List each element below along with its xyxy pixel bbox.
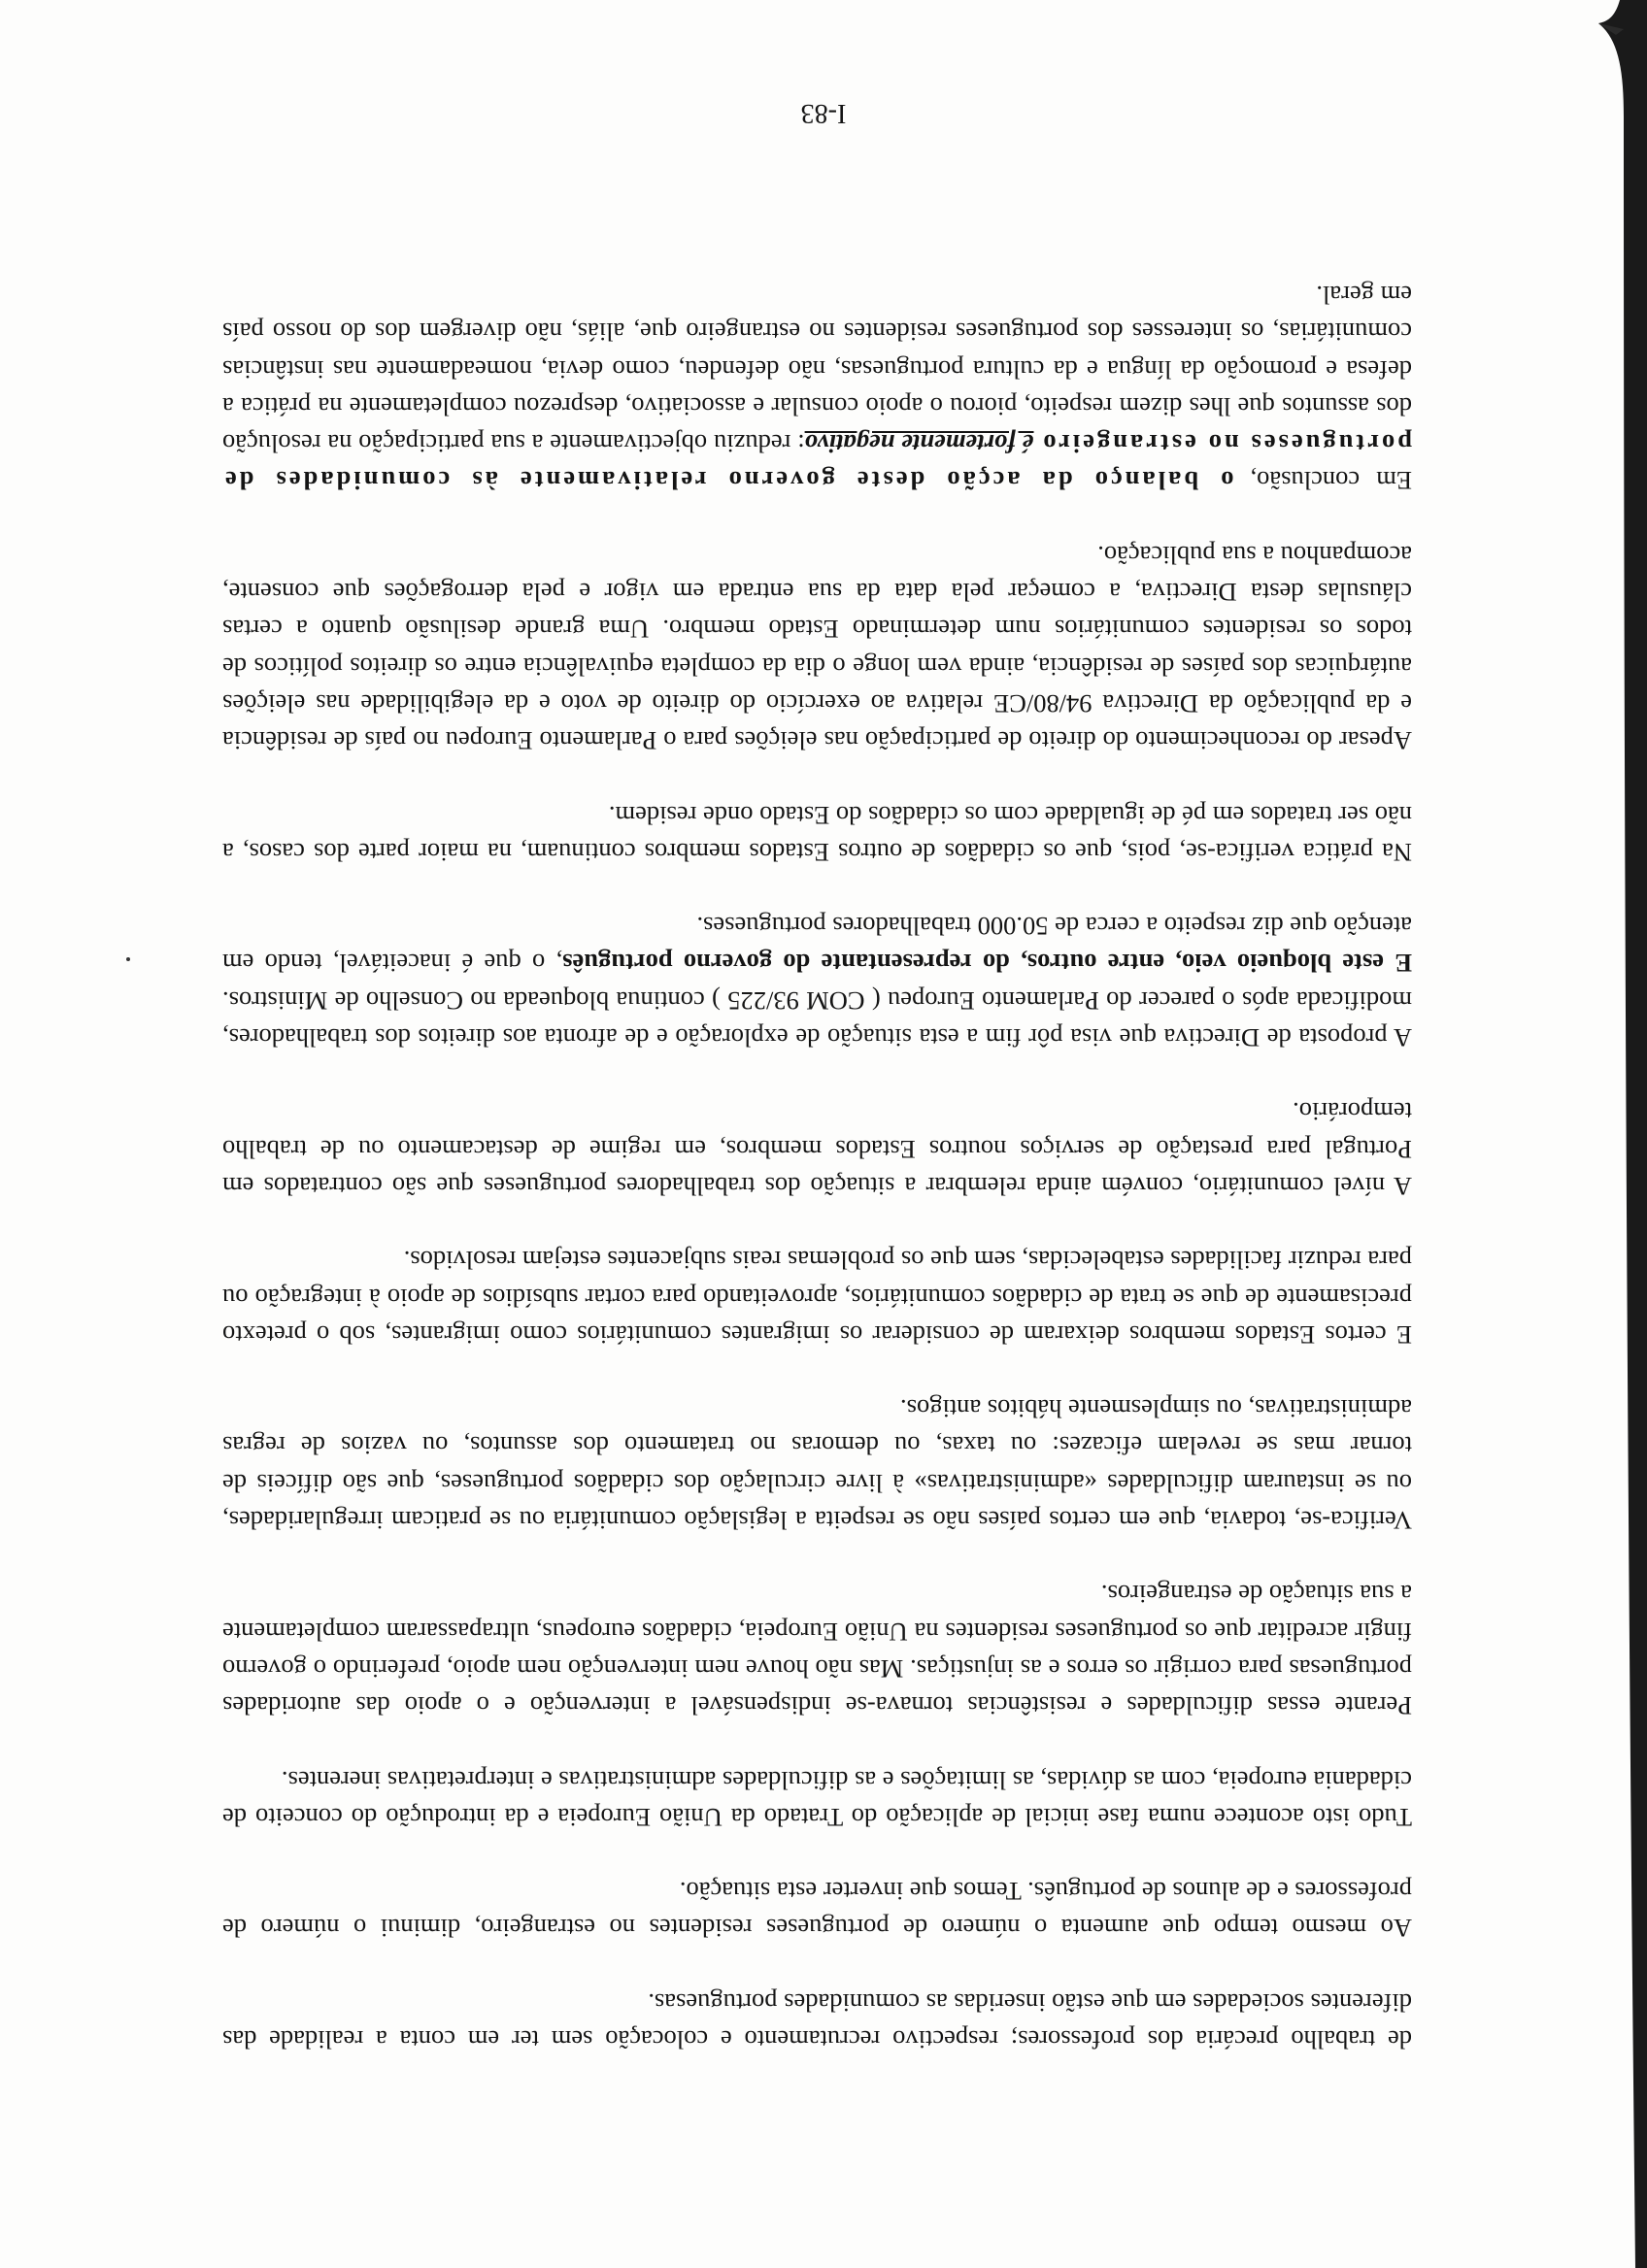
para-destacamento <box>222 1093 1412 1205</box>
body-text <box>222 240 1412 2058</box>
text-run: E certos Estados membros deixaram de considerar os imigrantes comunitários como imigrantes, sob o pretexto precisamente de que se trata de cidadãos comunitários, aproveitando para cortar subsídios de apoio à integração ou para reduzir facilidades estabelecidas, sem que os problemas reais subjacentes estejam resolvidos. <box>222 1246 1412 1350</box>
para-proposta-directiva <box>222 908 1412 1056</box>
bold-spaced-emphasis: o balanço da acção deste governo relativamente às comunidades de portugueses no estrangeiro <box>222 429 1412 496</box>
para-irregularidades <box>222 1390 1412 1539</box>
text-run: Perante essas dificuldades e resistências tornava-se indispensável a intervenção e o apoio das autoridades portuguesas para corrigir os erros e as injustiças. Mas não houve nem intervenção nem apoio, preferindo o governo fingir acreditar que os portugueses residentes na União Europeia, cidadãos europeus, ultrapassaram completamente a sua situação de estrangeiros. <box>222 1580 1412 1721</box>
text-run: Verifica-se, todavia, que em certos países não se respeita a legislação comunitária ou se praticam irregularidades, ou se instauram dificuldades «administrativas» à livre circulação dos cidadãos portugueses, que são difíceis de tornar mas se revelam eficazes: ou taxas, ou demoras no tratamento dos assuntos, ou vazios de regras administrativas, ou simplesmente hábitos antigos. <box>222 1394 1412 1536</box>
para-igualdade <box>222 796 1412 871</box>
page-number: I-83 <box>800 98 847 128</box>
binder-edge-shadow <box>1560 0 1647 2268</box>
text-run: Tudo isto acontece numa fase inicial de aplicação do Tratado da União Europeia e da introdução do conceito de cidadania europeia, com as dúvidas, as limitações e as dificuldades administrativas e interpretativas inerentes. <box>222 1765 1412 1832</box>
text-run: Ao mesmo tempo que aumenta o número de portugueses residentes no estrangeiro, diminui o número de professores e de alunos de português. Temos que inverter esta situação. <box>222 1877 1412 1944</box>
para-numero-portugueses <box>222 1873 1412 1948</box>
text-run: Na prática verifica-se, pois, que os cidadãos de outros Estados membros continuam, na maior parte dos casos, a não ser tratados em pé de igualdade com os cidadãos do Estado onde residem. <box>222 800 1412 867</box>
para-imigrantes <box>222 1242 1412 1353</box>
bold-italic-emphasis: é fortemente negativo <box>804 429 1034 459</box>
para-carry-over <box>222 1984 1412 2058</box>
para-tratado-uniao <box>222 1761 1412 1836</box>
text-run <box>1034 429 1041 458</box>
para-parlamento-europeu <box>222 537 1412 760</box>
para-dificuldades-resistencias <box>222 1576 1412 1724</box>
text-run: : reduziu objectivamente a sua participação na resolução dos assuntos que lhes dizem respeito, piorou o apoio consular e associativo, desprezou completamente na prática a defesa e promoção da língua e da cultura portuguesas, não defendeu, como devia, nomeadamente nas instâncias comunitárias, os interesses dos portugueses residentes no estrangeiro que, aliás, não divergem dos do nosso país em geral. <box>222 281 1412 459</box>
para-conclusao <box>222 277 1412 500</box>
text-run: A nível comunitário, convém ainda relembrar a situação dos trabalhadores portugueses que são contratados em Portugal para prestação de serviços noutros Estados membros, em regime de destacamento ou de trabalho temporário. <box>222 1097 1412 1201</box>
text-run: A proposta de Directiva que visa pôr fim a esta situação de exploração e de afronta aos direitos dos trabalhadores, modificada após o parecer do Parlamento Europeu ( COM 93/225 ) continua bloqueada no Conselho de Ministros. <box>222 985 1412 1053</box>
text-run: Em conclusão, <box>1233 466 1412 496</box>
text-run: Apesar do reconhecimento do direito de participação nas eleições para o Parlamento Europeu no país de residência e da publicação da Directiva 94/80/CE relativa ao exercício do direito de voto e da elegibilidade nas eleições autárquicas dos países de residência, ainda vem longe o dia da completa equivalência entre os direitos políticos de todos os residentes comunitários num determinado Estado membro. Uma grande desilusão quanto a certas cláusulas desta Directiva, a começar pela data da sua entrada em vigor e pela derrogações que consente, acompanhou a sua publicação. <box>222 540 1412 756</box>
text-run: de trabalho precária dos professores; respectivo recrutamento e colocação sem ter em conta a realidade das diferentes sociedades em que estão inseridas as comunidades portuguesas. <box>222 1987 1412 2054</box>
scan-speck <box>126 957 130 961</box>
text-run: , o que é inaceitável, tendo em atenção que diz respeito a cerca de 50.000 trabalhadores portugueses. <box>222 912 1412 979</box>
bold-emphasis: E este bloqueio veio, entre outros, do representante do governo português <box>562 949 1412 979</box>
